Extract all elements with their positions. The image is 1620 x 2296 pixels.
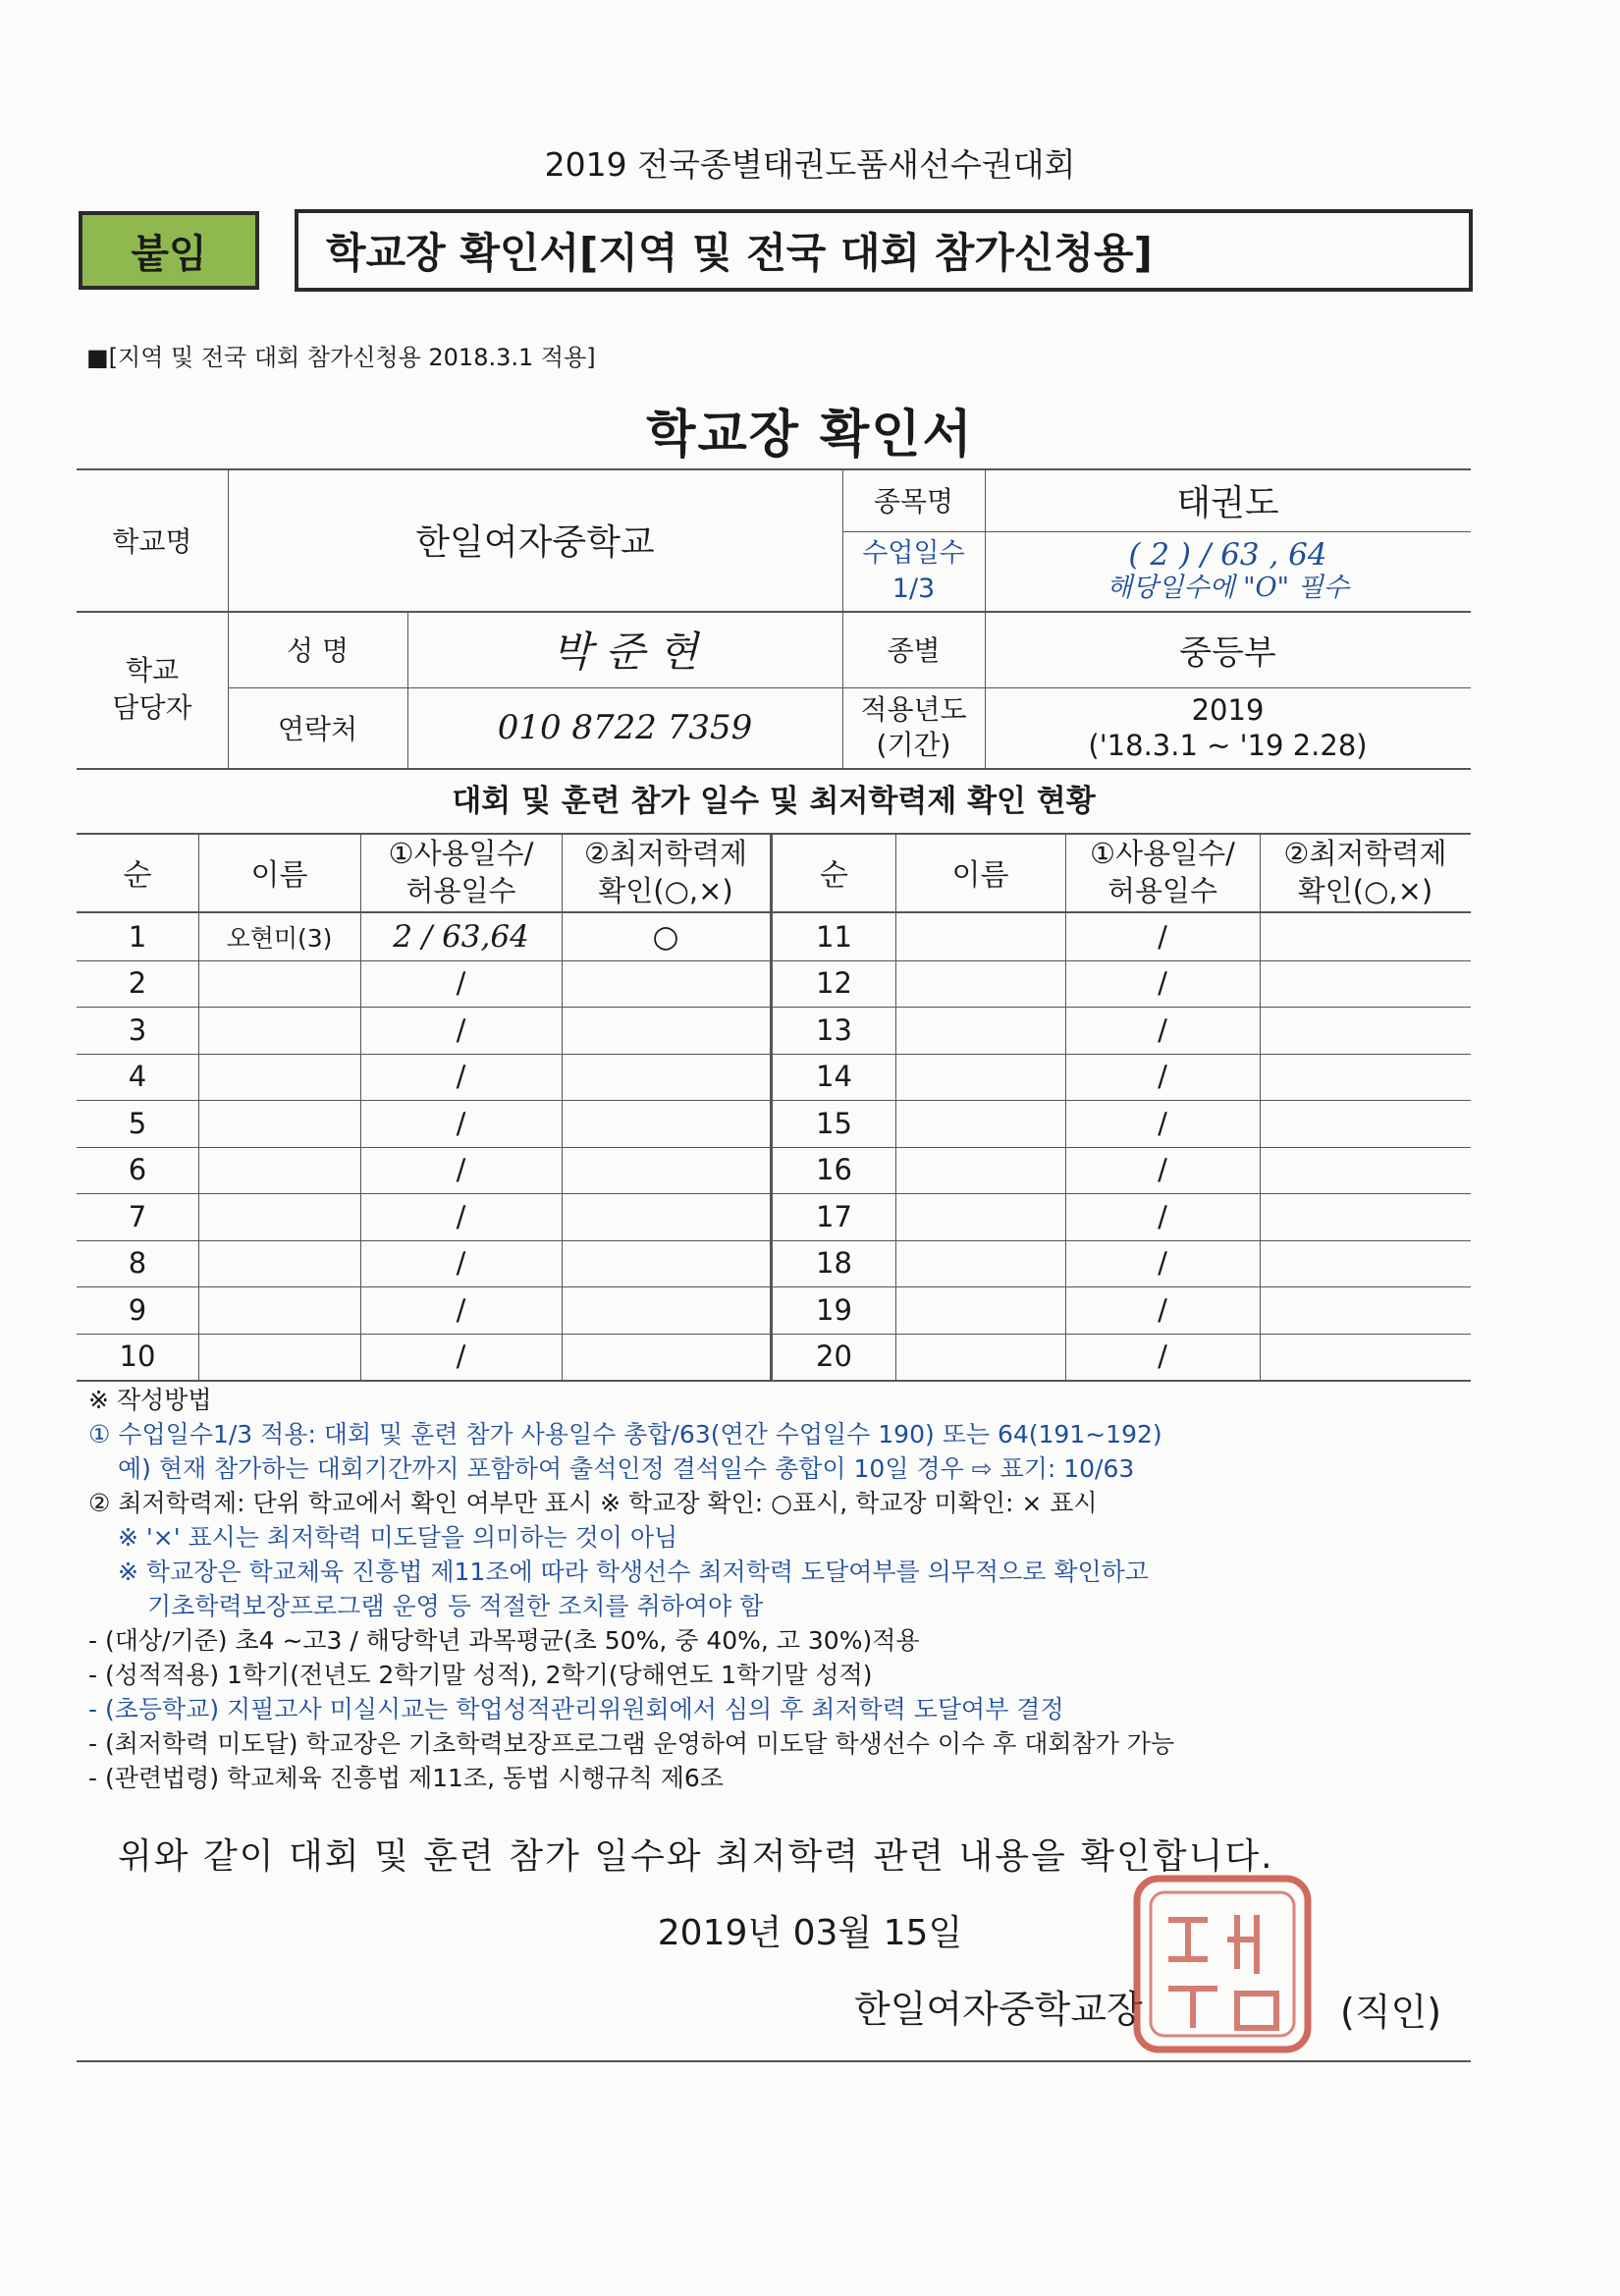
cell-no: 18 <box>816 1246 852 1281</box>
header-name-right: 이름 <box>951 858 1009 893</box>
cell-check <box>1260 960 1471 1008</box>
cell-days: / <box>1158 1246 1167 1281</box>
cell-days: / <box>456 1246 466 1281</box>
event-title: 2019 전국종별태권도품새선수권대회 <box>544 145 1076 184</box>
cell-check <box>562 1007 770 1054</box>
header-no-left: 순 <box>123 858 152 893</box>
confirmation-statement: 위와 같이 대회 및 훈련 참가 일수와 최저학력 관련 내용을 확인합니다. <box>118 1836 1274 1877</box>
cell-check: ○ <box>652 918 679 955</box>
cell-check <box>562 1286 770 1334</box>
principal-name: 한일여자중학교장 <box>854 1988 1143 2031</box>
writing-instructions <box>88 1383 1492 1795</box>
cell-no: 4 <box>128 1060 147 1094</box>
cell-days: / <box>1158 1339 1167 1374</box>
cell-days: / <box>456 1339 466 1374</box>
school-days-note: 해당일수에 "O" 필수 <box>1107 572 1349 603</box>
year-value: 2019 ('18.3.1 ~ '19 2.28) <box>1088 693 1368 762</box>
contact-value: 010 8722 7359 <box>497 708 753 747</box>
cell-no: 8 <box>128 1246 147 1281</box>
note-line: - (초등학교) 지필고사 미실시교는 학업성적관리위원회에서 심의 후 최저학력 도달여부 결정 <box>88 1695 1064 1723</box>
header-days-left: ①사용일수/ 허용일수 <box>388 837 534 907</box>
cell-name <box>895 1007 1065 1054</box>
cell-name <box>198 1007 360 1054</box>
school-name-label: 학교명 <box>112 524 192 558</box>
note-line: - (관련법령) 학교체육 진흥법 제11조, 동법 시행규칙 제6조 <box>88 1764 724 1792</box>
cell-days: / <box>1158 1060 1167 1094</box>
cell-days: / <box>1158 1106 1167 1140</box>
cell-check <box>562 1054 770 1101</box>
note-line: ※ 작성방법 <box>88 1386 212 1414</box>
cell-days: / <box>456 966 466 1001</box>
cell-no: 6 <box>128 1153 147 1187</box>
note-line: 예) 현재 참가하는 대회기간까지 포함하여 출석인정 결석일수 총합이 10일 경우 ⇨ 표기: 10/63 <box>118 1454 1135 1483</box>
cell-name <box>895 1100 1065 1147</box>
cell-no: 10 <box>119 1339 156 1374</box>
header-academic-right: ②최저학력제 확인(○,×) <box>1283 837 1447 907</box>
cell-check <box>562 1334 770 1381</box>
participation-heading: 대회 및 훈련 참가 일수 및 최저학력제 확인 현황 <box>452 784 1096 819</box>
cell-check <box>562 1100 770 1147</box>
cell-no: 1 <box>128 919 147 954</box>
cell-check <box>1260 1286 1471 1334</box>
cell-no: 9 <box>128 1292 147 1327</box>
cell-days: / <box>456 1106 466 1140</box>
school-days-value <box>985 531 1471 611</box>
school-days-label: 수업일수 1/3 <box>862 537 965 604</box>
cell-no: 14 <box>816 1060 852 1094</box>
cell-check <box>1260 913 1471 960</box>
cell-no: 19 <box>816 1292 852 1327</box>
cell-name <box>198 960 360 1008</box>
cell-check <box>1260 1193 1471 1240</box>
cell-check <box>562 1193 770 1240</box>
school-days-count: ( 2 ) / 63 , 64 <box>1128 536 1327 573</box>
cell-days: / <box>456 1199 466 1233</box>
cell-days: 2 / 63,64 <box>393 918 529 955</box>
cell-name <box>198 1147 360 1194</box>
cell-name <box>198 1054 360 1101</box>
note-line: ① 수업일수1/3 적용: 대회 및 훈련 참가 사용일수 총합/63(연간 수업일수 190) 또는 64(191~192) <box>88 1420 1162 1449</box>
sport-value: 태권도 <box>1176 482 1279 523</box>
header-name-left: 이름 <box>250 858 308 893</box>
cell-name: 오현미(3) <box>226 923 333 953</box>
header-days-right: ①사용일수/ 허용일수 <box>1090 837 1235 907</box>
cell-no: 11 <box>816 919 852 954</box>
official-seal-icon <box>1129 1871 1316 2057</box>
cell-days: / <box>456 1060 466 1094</box>
note-line: - (최저학력 미도달) 학교장은 기초학력보장프로그램 운영하여 미도달 학생선수 이수 후 대회참가 가능 <box>88 1729 1175 1758</box>
cell-no: 5 <box>128 1106 147 1140</box>
cell-no: 12 <box>816 966 852 1001</box>
attachment-badge: 붙임 <box>79 211 259 290</box>
applicability-note: ■[지역 및 전국 대회 참가신청용 2018.3.1 적용] <box>86 344 596 371</box>
footer-rule <box>77 2060 1471 2062</box>
cell-name <box>198 1193 360 1240</box>
cell-check <box>562 1147 770 1194</box>
cell-days: / <box>1158 1153 1167 1187</box>
note-line: - (성적적용) 1학기(전년도 2학기말 성적), 2학기(당해연도 1학기말 성적) <box>88 1661 873 1689</box>
note-line: ※ 학교장은 학교체육 진흥법 제11조에 따라 학생선수 최저학력 도달여부를 의무적으로 확인하고 <box>118 1558 1149 1586</box>
cell-name <box>895 1286 1065 1334</box>
cell-no: 13 <box>816 1012 852 1047</box>
cell-check <box>1260 1100 1471 1147</box>
cell-name <box>198 1334 360 1381</box>
cell-name <box>198 1240 360 1287</box>
cell-days: / <box>1158 919 1167 954</box>
name-value: 박 준 현 <box>552 628 698 676</box>
cell-name <box>895 1054 1065 1101</box>
cell-check <box>1260 1147 1471 1194</box>
main-title: 학교장 확인서 <box>646 406 974 465</box>
cell-check <box>1260 1334 1471 1381</box>
cell-name <box>895 1193 1065 1240</box>
cell-days: / <box>456 1153 466 1187</box>
cell-no: 3 <box>128 1012 147 1047</box>
header-no-right: 순 <box>820 858 848 893</box>
name-label: 성 명 <box>287 634 349 667</box>
contact-label: 연락처 <box>277 713 358 745</box>
cell-no: 7 <box>128 1199 147 1233</box>
cell-check <box>1260 1240 1471 1287</box>
school-name-value: 한일여자중학교 <box>415 522 655 563</box>
cell-name <box>895 913 1065 960</box>
cell-no: 15 <box>816 1106 852 1140</box>
cell-no: 20 <box>816 1339 852 1374</box>
note-line: ※ '×' 표시는 최저학력 미도달을 의미하는 것이 아님 <box>118 1523 678 1552</box>
year-label: 적용년도 (기간) <box>860 693 967 761</box>
cell-name <box>198 1100 360 1147</box>
cell-name <box>198 1286 360 1334</box>
cell-name <box>895 1334 1065 1381</box>
cell-check <box>562 960 770 1008</box>
header-academic-left: ②최저학력제 확인(○,×) <box>583 837 748 907</box>
cell-days: / <box>1158 1292 1167 1327</box>
cell-name <box>895 1240 1065 1287</box>
cell-days: / <box>456 1012 466 1047</box>
cell-check <box>1260 1007 1471 1054</box>
cell-no: 16 <box>816 1153 852 1187</box>
cell-days: / <box>1158 1199 1167 1233</box>
cell-days: / <box>1158 966 1167 1001</box>
cell-days: / <box>1158 1012 1167 1047</box>
sport-label: 종목명 <box>873 485 954 518</box>
cell-check <box>1260 1054 1471 1101</box>
cell-no: 17 <box>816 1199 852 1233</box>
cell-days: / <box>456 1292 466 1327</box>
seal-label: (직인) <box>1340 1991 1442 2034</box>
document-title: 학교장 확인서[지역 및 전국 대회 참가신청용] <box>295 209 1473 292</box>
note-line: ② 최저학력제: 단위 학교에서 확인 여부만 표시 ※ 학교장 확인: ○표시, 학교장 미확인: × 표시 <box>88 1489 1098 1517</box>
note-line: 기초학력보장프로그램 운영 등 적절한 조치를 취하여야 함 <box>147 1592 764 1620</box>
cell-name <box>895 960 1065 1008</box>
issue-date: 2019년 03월 15일 <box>657 1913 963 1953</box>
division-label: 종별 <box>887 634 941 667</box>
cell-no: 2 <box>128 966 147 1001</box>
cell-name <box>895 1147 1065 1194</box>
cell-check <box>562 1240 770 1287</box>
division-value: 중등부 <box>1179 632 1276 673</box>
staff-label: 학교 담당자 <box>112 654 192 724</box>
note-line: - (대상/기준) 초4 ~고3 / 해당학년 과목평균(초 50%, 중 40%, 고 30%)적용 <box>88 1626 920 1655</box>
